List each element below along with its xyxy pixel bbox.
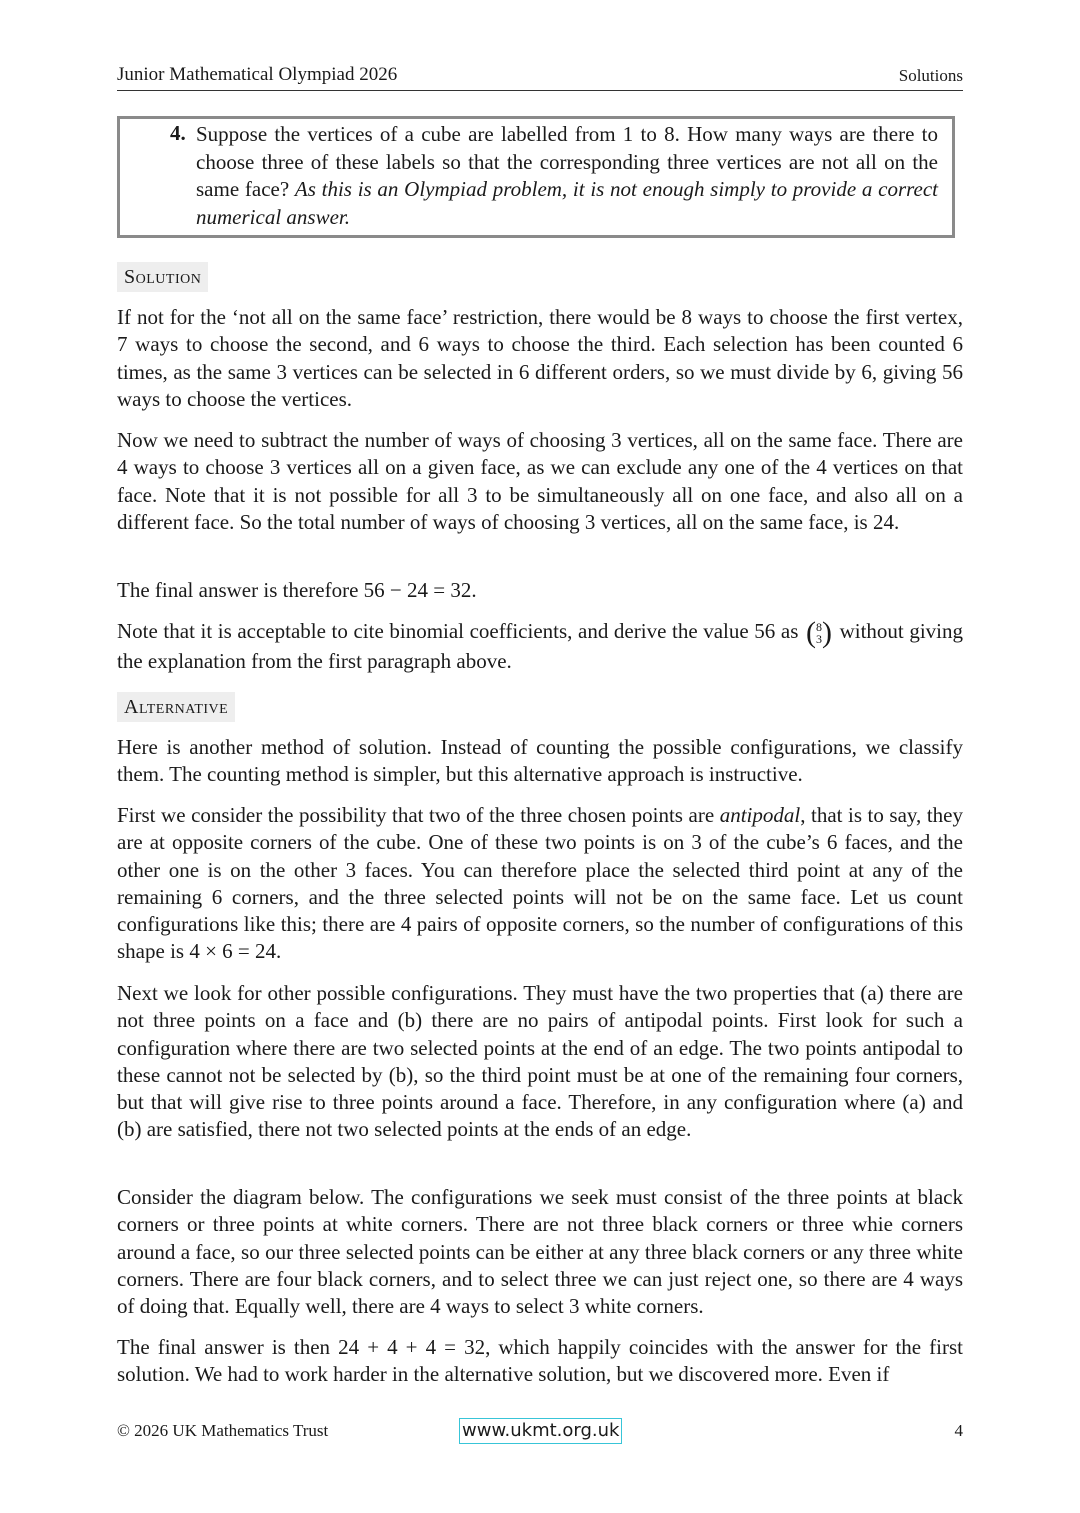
solution-paragraph-4: [117, 618, 963, 676]
alternative-paragraph-1: Here is another method of solution. Instead of counting the possible configurations, we classify them. The counting method is simpler, but this alternative approach is instructive.: [117, 735, 963, 787]
website-link[interactable]: www.ukmt.org.uk: [459, 1418, 622, 1444]
binomial-coefficient: (8 3): [805, 616, 832, 650]
solution-paragraph-3: The final answer is therefore 56 − 24 = 32.: [117, 578, 477, 602]
antipodal-intro: First we consider the possibility that two of the three chosen points are: [117, 803, 715, 827]
problem-question: Suppose the vertices of a cube are labelled from 1 to 8. How many ways are there to choose three of these labels so that the corresponding three vertices are not all on the same face?: [196, 122, 938, 201]
document-title: Junior Mathematical Olympiad 2026: [117, 64, 398, 85]
alternative-heading: Alternative: [117, 692, 235, 722]
solution-paragraph-1: If not for the ‘not all on the same face’ restriction, there would be 8 ways to choose the first vertex, 7 ways to choose the second, and 6 ways to choose the third. Each selection has been counted 6 times, as the same 3 vertices can be selected in 6 different orders, so we must divide by 6, giving 56 ways to choose the vertices.: [117, 305, 963, 411]
problem-number: 4.: [170, 121, 186, 145]
page-footer: [117, 1418, 963, 1446]
binomial-note-start: Note that it is acceptable to cite binomial coefficients, and derive the value 56 as: [117, 619, 799, 643]
antipodal-term: antipodal: [719, 803, 801, 827]
solution-paragraph-2: Now we need to subtract the number of ways of choosing 3 vertices, all on the same face. There are 4 ways to choose 3 vertices all on a given face, as we can exclude any one of the 4 vertices on that face. Note that it is not possible for all 3 to be simultaneously all on one face, and also all on a different face. So the total number of ways of choosing 3 vertices, all on the same face, is 24.: [117, 428, 963, 534]
section-name: Solutions: [898, 66, 963, 85]
page-header: [117, 62, 963, 91]
alternative-paragraph-3: Next we look for other possible configurations. They must have the two properties that (a) there are not three points on a face and (b) there are no pairs of antipodal points. First look for such a configuration where there are two selected points at the end of an edge. The two points antipodal to these cannot not be selected by (b), so the third point must be at one of the remaining four corners, but that will give rise to three points around a face. Therefore, in any configuration where (a) and (b) are satisfied, there not two selected points at the ends of an edge.: [117, 981, 963, 1142]
alternative-paragraph-4: Consider the diagram below. The configurations we seek must consist of the three points at black corners or three points at white corners. There are not three black corners or three whie corners around a face, so our three selected points can be either at any three black corners or any three white corners. There are four black corners, and to select three we can just reject one, so there are 4 ways of doing that. Equally well, there are 4 ways to select 3 white corners.: [117, 1185, 963, 1319]
solution-heading: Solution: [117, 262, 208, 292]
antipodal-explanation: , that is to say, they are at opposite corners of the cube. One of these two points is on 3 of the cube’s 6 faces, and the other one is on the other 3 faces. You can therefore place the selected third point at any of the remaining 6 corners, and the three selected points will not be on the same face. Let us count configurations like this; there are 4 pairs of opposite corners, so the number of configurations of this shape is 4 × 6 = 24.: [117, 803, 963, 964]
binomial-bottom: 3: [815, 632, 822, 647]
copyright: © 2026 UK Mathematics Trust: [117, 1421, 329, 1440]
problem-statement: [196, 121, 938, 231]
page-number: 4: [954, 1421, 963, 1440]
alternative-paragraph-2: [117, 802, 963, 966]
problem-box: [117, 116, 955, 238]
binomial-top: 8: [815, 620, 822, 635]
binomial-note-end: without giving the explanation from the first paragraph above.: [117, 619, 964, 674]
problem-note: As this is an Olympiad problem, it is not enough simply to provide a correct numerical answer.: [196, 177, 938, 229]
alternative-paragraph-5: The final answer is then 24 + 4 + 4 = 32, which happily coincides with the answer for the first solution. We had to work harder in the alternative solution, but we discovered more. Even if: [117, 1335, 963, 1387]
